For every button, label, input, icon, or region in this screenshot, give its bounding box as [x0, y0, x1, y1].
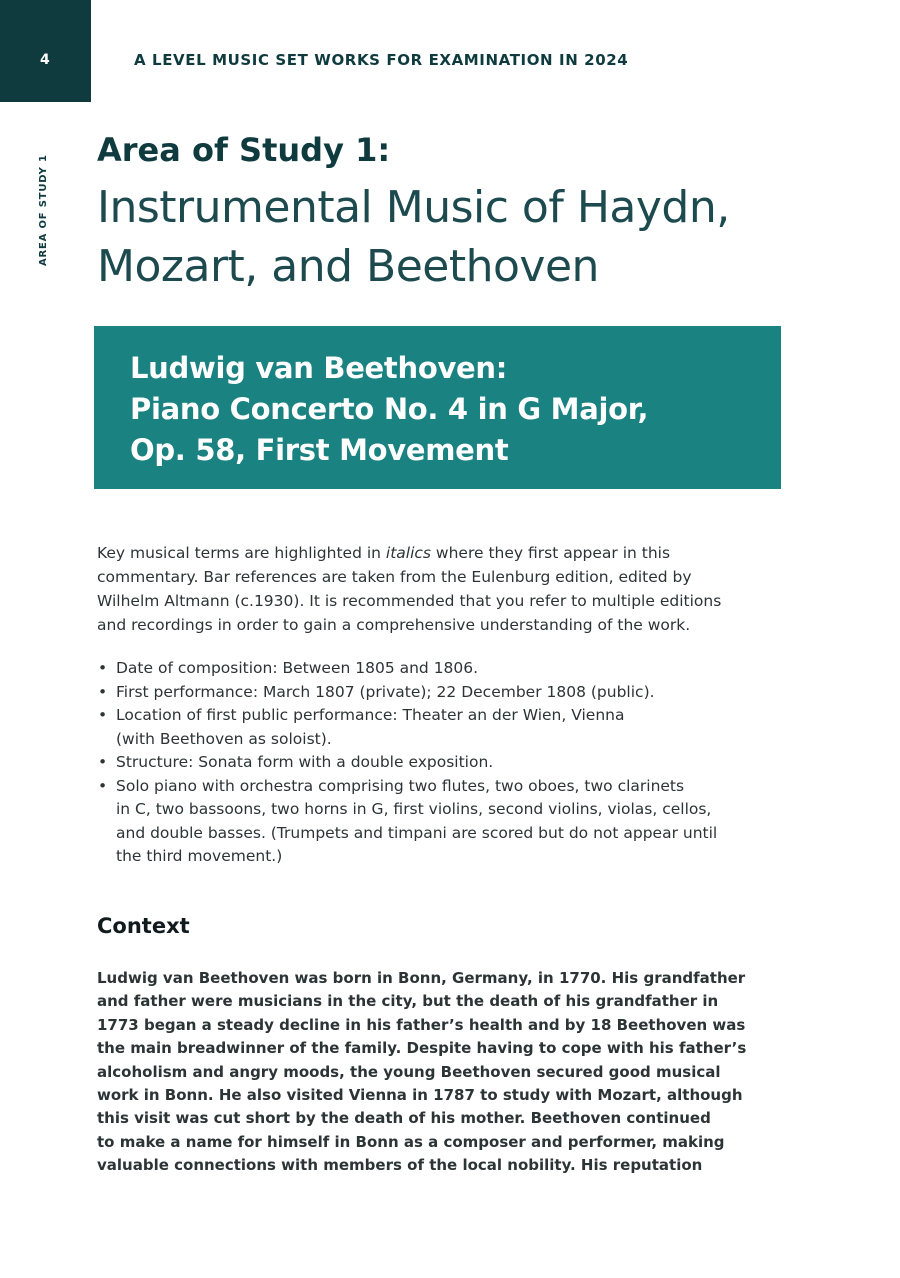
- work-title-banner: [94, 326, 781, 489]
- context-line: to make a name for himself in Bonn as a composer and performer, making: [97, 1132, 725, 1151]
- fact-item: [97, 657, 807, 681]
- key-facts-list: [97, 657, 807, 869]
- intro-italic-term: italics: [385, 544, 431, 562]
- intro-line: [97, 541, 797, 565]
- fact-line: • Solo piano with orchestra comprising two flutes, two oboes, two clarinets: [116, 776, 685, 795]
- intro-line: Wilhelm Altmann (c.1930). It is recommended that you refer to multiple editions: [97, 592, 722, 610]
- fact-line: (with Beethoven as soloist).: [116, 729, 332, 748]
- fact-line: in C, two bassoons, two horns in G, first violins, second violins, violas, cellos,: [116, 800, 712, 818]
- intro-line: commentary. Bar references are taken from the Eulenburg edition, edited by: [97, 568, 692, 586]
- intro-text: Key musical terms are highlighted in: [97, 544, 386, 562]
- fact-line: and double basses. (Trumpets and timpani are scored but do not appear until: [116, 823, 718, 842]
- running-head: A LEVEL MUSIC SET WORKS FOR EXAMINATION IN 2024: [134, 51, 629, 69]
- work-title: [130, 348, 648, 471]
- fact-item: [97, 704, 807, 751]
- intro-text: where they first appear in this: [431, 544, 671, 562]
- fact-item: [97, 775, 807, 869]
- context-line: 1773 began a steady decline in his father’s health and by 18 Beethoven was: [97, 1015, 746, 1034]
- fact-line: • First performance: March 1807 (private); 22 December 1808 (public).: [116, 682, 655, 701]
- fact-line: • Location of first public performance: Theater an der Wien, Vienna: [116, 706, 625, 724]
- context-line: work in Bonn. He also visited Vienna in 1787 to study with Mozart, although: [97, 1086, 743, 1105]
- area-of-study-label: Area of Study 1:: [97, 131, 391, 169]
- page-number: 4: [40, 52, 50, 68]
- context-line: alcoholism and angry moods, the young Beethoven secured good musical: [97, 1062, 721, 1081]
- fact-line: • Structure: Sonata form with a double exposition.: [116, 753, 494, 771]
- page-number-box: [0, 0, 91, 102]
- side-tab-label: AREA OF STUDY 1: [38, 154, 49, 266]
- fact-line: the third movement.): [116, 847, 283, 865]
- intro-paragraph: [97, 541, 797, 637]
- context-line: Ludwig van Beethoven was born in Bonn, Germany, in 1770. His grandfather: [97, 969, 746, 987]
- work-title-line: Op. 58, First Movement: [130, 433, 509, 467]
- context-paragraph: [97, 967, 797, 1178]
- context-line: and father were musicians in the city, but the death of his grandfather in: [97, 992, 719, 1011]
- intro-line: and recordings in order to gain a comprehensive understanding of the work.: [97, 616, 691, 634]
- area-of-study-title-line: Instrumental Music of Haydn,: [97, 182, 730, 233]
- context-line: valuable connections with members of the local nobility. His reputation: [97, 1156, 703, 1175]
- context-line: this visit was cut short by the death of his mother. Beethoven continued: [97, 1109, 711, 1128]
- context-heading: Context: [97, 914, 190, 938]
- work-title-line: Piano Concerto No. 4 in G Major,: [130, 392, 649, 426]
- area-of-study-title-line: Mozart, and Beethoven: [97, 241, 599, 292]
- fact-item: [97, 681, 807, 705]
- fact-item: [97, 751, 807, 775]
- context-line: the main breadwinner of the family. Despite having to cope with his father’s: [97, 1039, 747, 1058]
- area-of-study-title: [97, 178, 817, 296]
- fact-line: • Date of composition: Between 1805 and 1806.: [116, 659, 479, 677]
- work-title-line: Ludwig van Beethoven:: [130, 351, 508, 385]
